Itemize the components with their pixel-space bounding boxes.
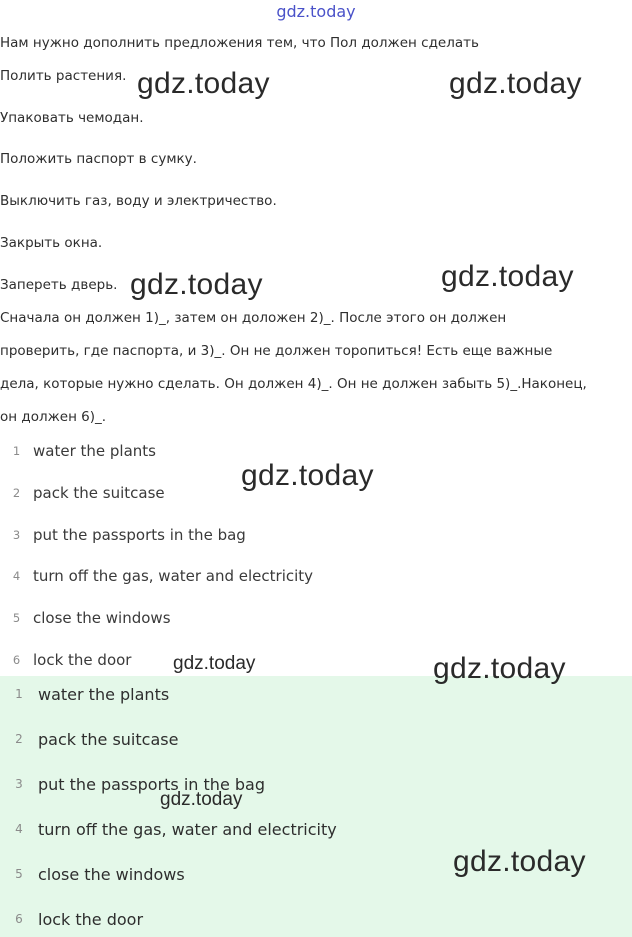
item-number: 6 xyxy=(15,912,23,926)
list-item xyxy=(0,648,131,672)
item-number: 3 xyxy=(15,777,23,791)
paragraph: дела, которые нужно сделать. Он должен 4)_. Он не должен забыть 5)_.Наконец, xyxy=(0,376,587,392)
item-number: 4 xyxy=(15,822,23,836)
list-item xyxy=(0,564,313,588)
item-number: 5 xyxy=(12,611,21,625)
watermark: gdz.today xyxy=(160,789,243,810)
item-number: 3 xyxy=(12,528,21,542)
list-item xyxy=(0,439,156,463)
paragraph: проверить, где паспорта, и 3)_. Он не должен торопиться! Есть еще важные xyxy=(0,343,553,359)
paragraph: Полить растения. xyxy=(0,68,127,84)
highlighted-list-item xyxy=(0,906,143,932)
item-number: 1 xyxy=(12,444,21,458)
item-text: put the passports in the bag xyxy=(38,774,265,794)
list-item xyxy=(0,481,165,505)
item-text: turn off the gas, water and electricity xyxy=(33,567,314,585)
watermark: gdz.today xyxy=(433,652,566,685)
paragraph: Положить паспорт в сумку. xyxy=(0,151,197,167)
highlighted-list-item xyxy=(0,816,337,842)
item-number: 2 xyxy=(15,732,23,746)
item-text: water the plants xyxy=(38,684,170,704)
paragraph: Закрыть окна. xyxy=(0,235,103,251)
item-text: put the passports in the bag xyxy=(33,526,246,544)
highlighted-list-item xyxy=(0,681,169,707)
item-text: water the plants xyxy=(33,442,156,460)
paragraph: Нам нужно дополнить предложения тем, что Пол должен сделать xyxy=(0,35,479,51)
highlighted-list-item xyxy=(0,726,178,752)
watermark: gdz.today xyxy=(137,67,270,100)
highlighted-list-item xyxy=(0,861,185,887)
item-text: pack the suitcase xyxy=(38,729,179,749)
paragraph: он должен 6)_. xyxy=(0,409,107,425)
paragraph: Выключить газ, воду и электричество. xyxy=(0,193,277,209)
item-text: pack the suitcase xyxy=(33,484,165,502)
watermark: gdz.today xyxy=(449,67,582,100)
item-number: 5 xyxy=(15,867,23,881)
paragraph: Запереть дверь. xyxy=(0,277,118,293)
item-text: close the windows xyxy=(33,609,171,627)
item-number: 2 xyxy=(12,486,21,500)
item-text: turn off the gas, water and electricity xyxy=(38,819,337,839)
site-logo: gdz.today xyxy=(276,2,356,21)
watermark: gdz.today xyxy=(241,459,374,492)
watermark: gdz.today xyxy=(130,268,263,301)
watermark: gdz.today xyxy=(441,260,574,293)
highlighted-answer-block xyxy=(0,676,632,937)
list-item xyxy=(0,606,171,630)
watermark: gdz.today xyxy=(453,845,586,878)
watermark: gdz.today xyxy=(173,653,256,674)
item-number: 6 xyxy=(12,653,21,667)
item-text: lock the door xyxy=(38,909,144,929)
item-text: lock the door xyxy=(33,651,132,669)
list-item xyxy=(0,523,246,547)
item-number: 4 xyxy=(12,569,21,583)
item-number: 1 xyxy=(15,687,23,701)
paragraph: Упаковать чемодан. xyxy=(0,110,144,126)
item-text: close the windows xyxy=(38,864,185,884)
paragraph: Сначала он должен 1)_, затем он доложен 2)_. После этого он должен xyxy=(0,310,507,326)
